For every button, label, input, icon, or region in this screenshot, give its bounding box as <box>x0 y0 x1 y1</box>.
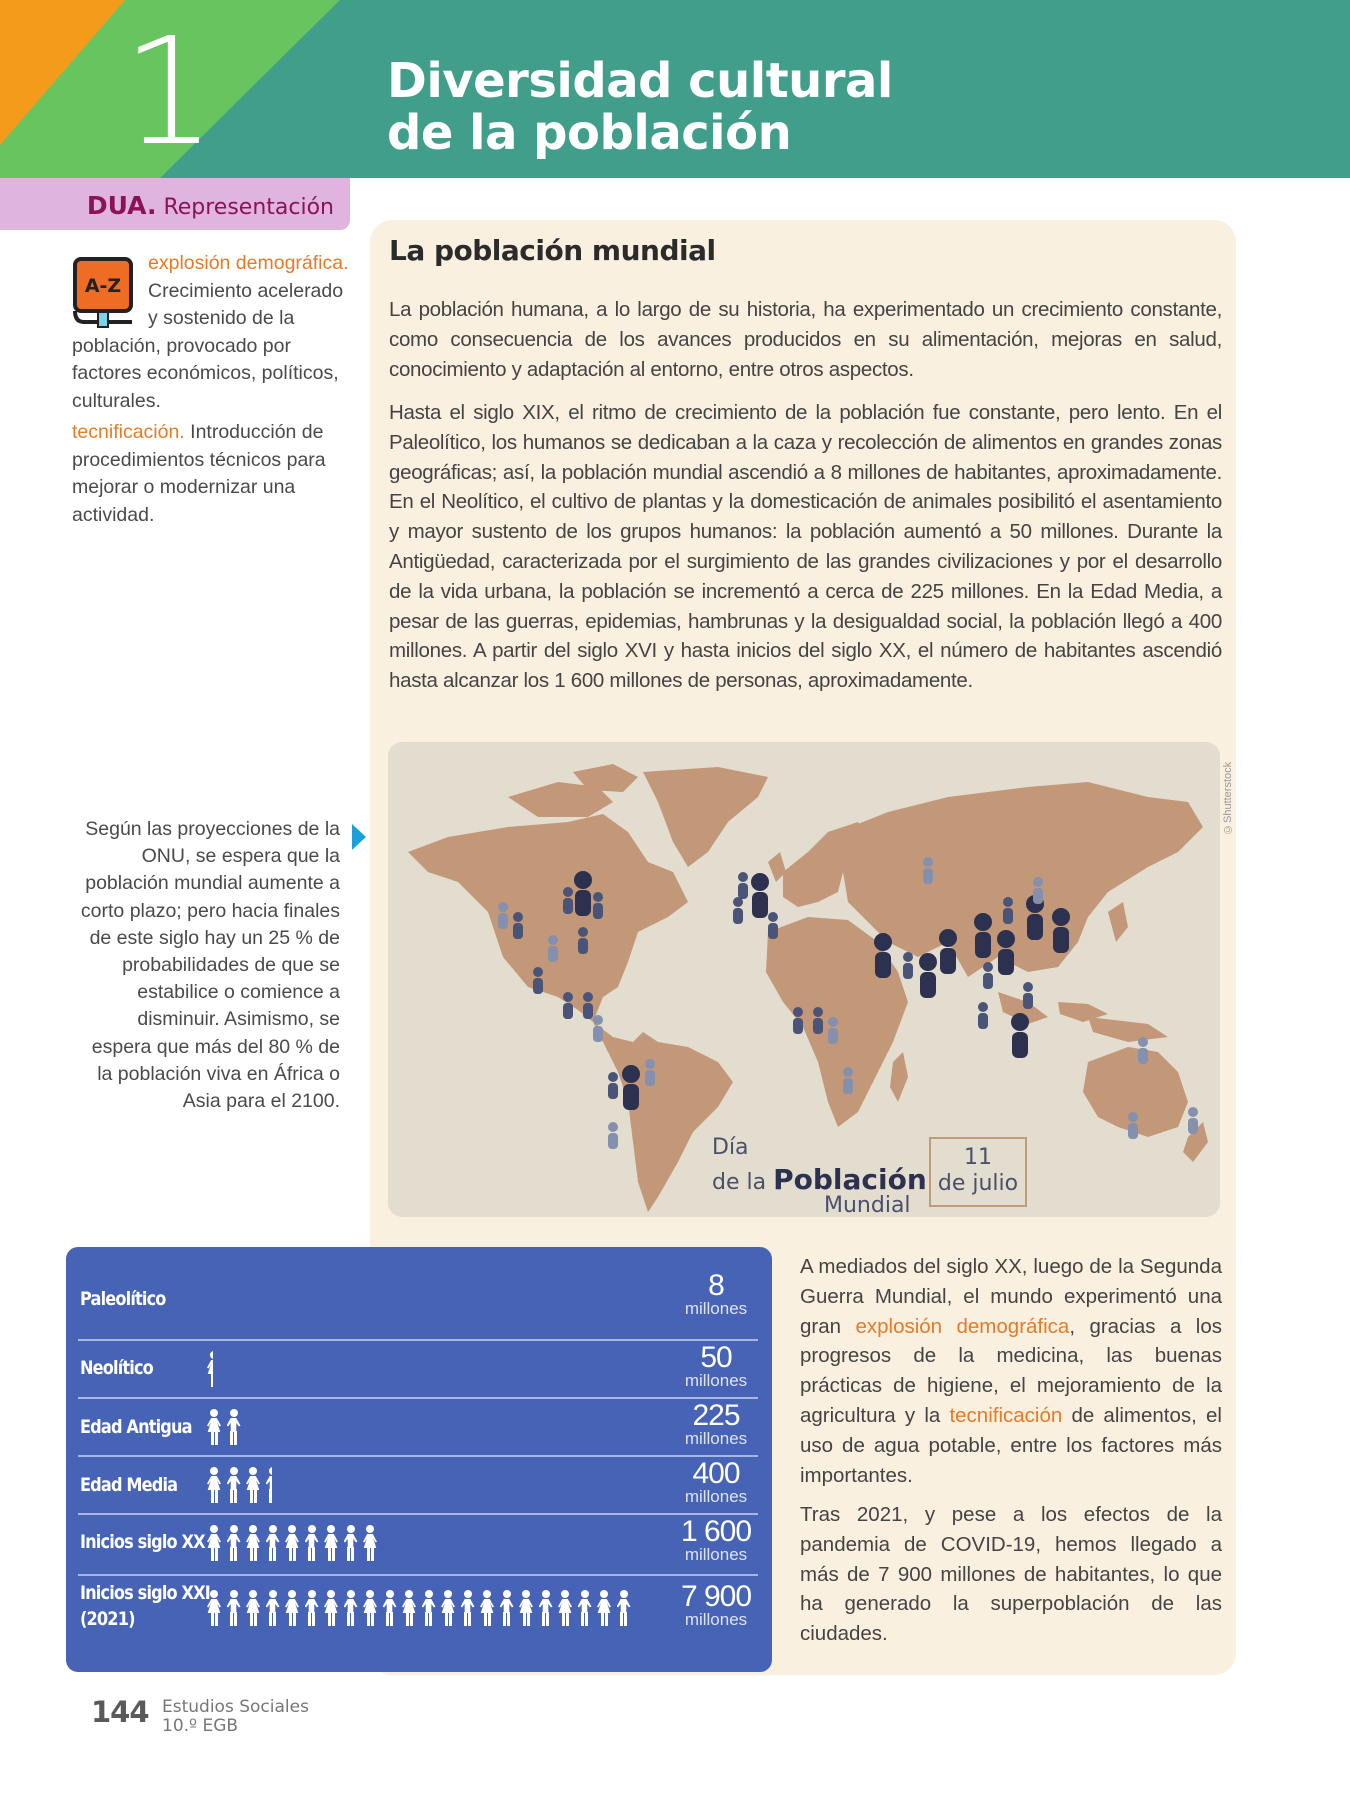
person-icon <box>341 1525 361 1561</box>
person-icon <box>614 1590 634 1626</box>
date-box: 11 de julio <box>929 1137 1027 1207</box>
person-icon <box>321 1590 341 1626</box>
person-icon <box>555 1590 575 1626</box>
person-icons <box>204 1525 380 1561</box>
person-icon <box>282 1525 302 1561</box>
person-icons <box>204 1409 243 1445</box>
world-map-illustration <box>388 742 1220 1217</box>
person-icon <box>594 1590 614 1626</box>
person-icon <box>243 1467 263 1503</box>
page-number: 144 <box>91 1695 149 1729</box>
person-icon <box>224 1590 244 1626</box>
person-icon <box>224 1467 244 1503</box>
section-title: La población mundial <box>389 234 716 267</box>
person-icon <box>224 1409 244 1445</box>
person-icons <box>204 1590 633 1626</box>
person-icon <box>243 1590 263 1626</box>
person-icon <box>263 1525 283 1561</box>
person-icon <box>516 1590 536 1626</box>
person-icon <box>204 1351 213 1387</box>
person-icons <box>204 1351 213 1387</box>
population-infographic <box>66 1247 772 1672</box>
person-icons <box>204 1467 272 1503</box>
info-row: Inicios siglo XXI (2021) 7 900 millones <box>78 1574 758 1638</box>
svg-text:A-Z: A-Z <box>84 275 122 297</box>
book-info: Estudios Sociales 10.º EGB <box>162 1697 309 1736</box>
info-row: Edad Antigua 225 millones <box>78 1397 758 1455</box>
info-row: Edad Media 400 millones <box>78 1455 758 1513</box>
glossary-entry: tecnificación. Introducción de procedimientos técnicos para mejorar o modernizar una actividad. <box>72 421 326 526</box>
person-icon <box>204 1467 224 1503</box>
person-icon <box>302 1590 322 1626</box>
info-row: Paleolítico 8 millones <box>80 1269 748 1318</box>
person-icon <box>263 1467 272 1503</box>
person-icon <box>360 1590 380 1626</box>
person-icon <box>575 1590 595 1626</box>
glossary-entry: explosión demográfica. Crecimiento acelerado y sostenido de la población, provocado por factores económicos, políticos, culturales. <box>72 252 349 412</box>
unit-header <box>0 0 1350 178</box>
paragraph: A mediados del siglo XX, luego de la Segunda Guerra Mundial, el mundo experimentó una gran explosión demográfica, gracias a los progresos de la medicina, las buenas prácticas de higiene, el mejoramiento de la agricultura y la tecnificación de alimentos, el uso de agua potable, entre los factores más importantes. <box>800 1255 1222 1487</box>
a-z-dictionary-icon <box>72 256 138 328</box>
person-icon <box>477 1590 497 1626</box>
person-icon <box>282 1590 302 1626</box>
person-icon <box>263 1590 283 1626</box>
person-icon <box>321 1525 341 1561</box>
person-icon <box>341 1590 361 1626</box>
person-icon <box>399 1590 419 1626</box>
person-icon <box>380 1590 400 1626</box>
person-icon <box>224 1525 244 1561</box>
person-icon <box>243 1525 263 1561</box>
person-icon <box>204 1525 224 1561</box>
page-title: Diversidad cultural de la población <box>387 53 893 161</box>
info-row: Neolítico 50 millones <box>78 1339 758 1397</box>
paragraph: Hasta el siglo XIX, el ritmo de crecimiento de la población fue constante, pero lento. En el Paleolítico, los humanos se dedicaban a la caza y recolección de alimentos en grandes zonas geográficas; así, la población mundial ascendió a 8 millones de habitantes, aproximadamente. En el Neolítico, el cultivo de plantas y la domesticación de animales posibilitó el asentamiento y mayor sustento de los grupos humanos: la población aumentó a 50 millones. Durante la Antigüedad, caracterizada por el surgimiento de las grandes civilizaciones y por el desarrollo de la vida urbana, la población se incrementó a cerca de 225 millones. En la Edad Media, a pesar de las guerras, epidemias, hambrunas y la desigualdad social, la población llegó a 400 millones. A partir del siglo XVI y hasta inicios del siglo XX, el número de habitantes ascendió hasta alcanzar los 1 600 millones de personas, aproximadamente. <box>389 401 1222 693</box>
info-row: Inicios siglo XX 1 600 millones <box>78 1513 758 1571</box>
glossary <box>72 250 354 529</box>
person-icon <box>204 1590 224 1626</box>
person-icon <box>536 1590 556 1626</box>
person-icon <box>497 1590 517 1626</box>
callout-arrow-icon <box>352 824 366 850</box>
projection-note: Según las proyecciones de la ONU, se espera que la población mundial aumente a corto plazo; pero hacia finales de este siglo hay un 25 % de probabilidades de que se estabilice o comience a disminuir. Asimismo, se espera que más del 80 % de la población viva en África o Asia para el 2100. <box>80 818 340 1113</box>
person-icon <box>419 1590 439 1626</box>
unit-number: 1 <box>122 6 217 178</box>
person-icon <box>302 1525 322 1561</box>
image-credit: ©Shutterstock <box>1222 761 1234 835</box>
world-population-map <box>388 742 1220 1217</box>
person-icon <box>360 1525 380 1561</box>
person-icon <box>438 1590 458 1626</box>
paragraph: Tras 2021, y pese a los efectos de la pandemia de COVID-19, hemos llegado a más de 7 900 millones de habitantes, lo que ha generado la superpoblación de las ciudades. <box>800 1503 1222 1646</box>
paragraph: La población humana, a lo largo de su historia, ha experimentado un crecimiento constante, como consecuencia de los avances producidos en su alimentación, mejoras en salud, conocimiento y adaptación al entorno, entre otros aspectos. <box>389 298 1222 381</box>
person-icon <box>204 1409 224 1445</box>
dua-tab: DUA. Representación <box>0 178 350 230</box>
person-icon <box>458 1590 478 1626</box>
